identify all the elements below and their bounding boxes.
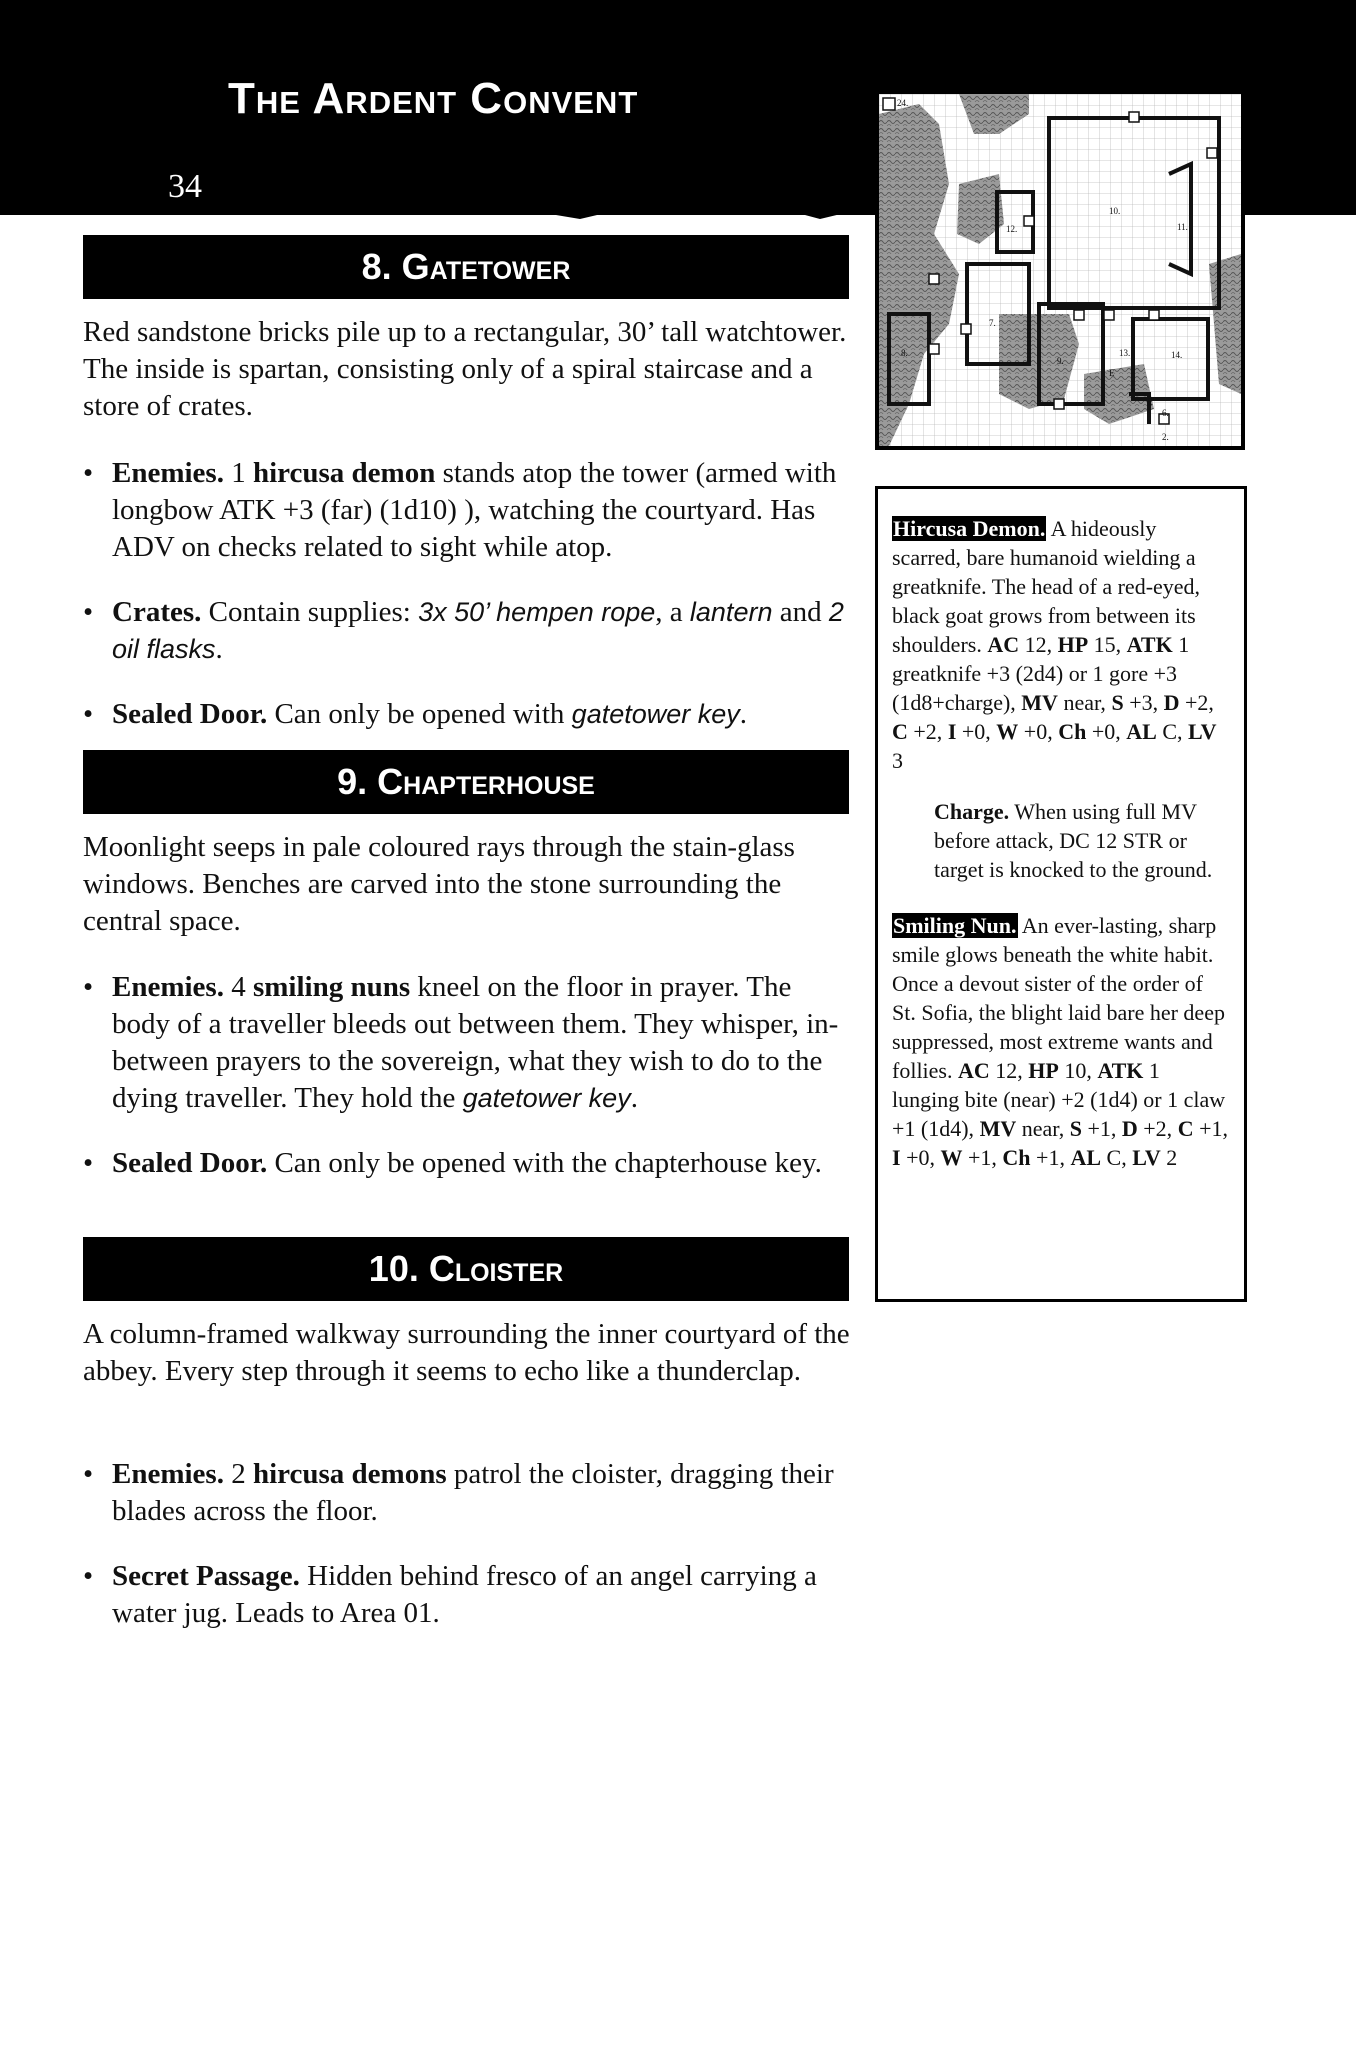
cloister-enemies-bullet: • Enemies. 2 hircusa demons patrol the cloister, dragging their blades across the floor.: [83, 1458, 834, 1527]
section-heading-gatetower: 8. Gatetower: [83, 235, 849, 299]
svg-text:24.: 24.: [897, 98, 909, 108]
svg-text:E: E: [1109, 368, 1115, 378]
chapterhouse-enemies-bullet: • Enemies. 4 smiling nuns kneel on the floor in prayer. The body of a traveller bleeds out between them. They whisper, in-between prayers to the sovereign, what they wish to do to the dying traveller. They hold the gatetower key.: [83, 971, 839, 1114]
svg-text:14.: 14.: [1171, 350, 1183, 360]
svg-text:10.: 10.: [1109, 206, 1121, 216]
svg-text:11.: 11.: [1177, 222, 1188, 232]
section-heading-cloister: 10. Cloister: [83, 1237, 849, 1301]
statblock-panel: [875, 486, 1247, 1302]
hircusa-demon-name: Hircusa Demon.: [893, 516, 1046, 541]
charge-ability: Charge. When using full MV before attack, DC 12 STR or target is knocked to the ground.: [934, 799, 1213, 882]
convent-map: [875, 90, 1245, 450]
chapterhouse-sealed-door-bullet: • Sealed Door. Can only be opened with the chapterhouse key.: [83, 1147, 822, 1179]
svg-text:8.: 8.: [901, 348, 908, 358]
svg-text:9.: 9.: [1057, 356, 1064, 366]
document-title: The Ardent Convent: [228, 74, 639, 123]
svg-text:2.: 2.: [1162, 432, 1169, 442]
hircusa-demon-statblock: Hircusa Demon. A hideously scarred, bare humanoid wielding a greatknife. The head of a red-eyed, black goat grows from between its shoulders. AC 12, HP 15, ATK 1 greatknife +3 (2d4) or 1 gore +3 (1d8+charge), MV near, S +3, D +2, C +2, I +0, W +0, Ch +0, AL C, LV 3: [892, 516, 1217, 773]
gatetower-intro: Red sandstone bricks pile up to a rectangular, 30’ tall watchtower. The inside is spartan, consisting only of a spiral staircase and a store of crates.: [83, 316, 847, 422]
gatetower-sealed-door-bullet: • Sealed Door. Can only be opened with gatetower key.: [83, 698, 748, 730]
smiling-nun-statblock: Smiling Nun. An ever-lasting, sharp smile glows beneath the white habit. Once a devout sister of the order of St. Sofia, the blight laid bare her deep suppressed, most extreme wants and follies. AC 12, HP 10, ATK 1 lunging bite (near) +2 (1d4) or 1 claw +1 (1d4), MV near, S +1, D +2, C +1, I +0, W +1, Ch +1, AL C, LV 2: [892, 913, 1228, 1170]
svg-text:6.: 6.: [1162, 408, 1169, 418]
cloister-secret-passage-bullet: • Secret Passage. Hidden behind fresco of an angel carrying a water jug. Leads to Area 01.: [83, 1560, 817, 1629]
section-heading-chapterhouse: 9. Chapterhouse: [83, 750, 849, 814]
gatetower-crates-bullet: • Crates. Contain supplies: 3x 50’ hempen rope, a lantern and 2 oil flasks.: [83, 596, 844, 665]
svg-text:E: E: [1147, 397, 1153, 407]
smiling-nun-name: Smiling Nun.: [893, 913, 1017, 938]
svg-text:13.: 13.: [1119, 348, 1131, 358]
chapterhouse-intro: Moonlight seeps in pale coloured rays through the stain-glass windows. Benches are carved into the stone surrounding the central space.: [83, 831, 795, 937]
page-number: 34: [168, 168, 202, 205]
svg-text:12.: 12.: [1006, 224, 1018, 234]
svg-text:7.: 7.: [989, 318, 996, 328]
gatetower-enemies-bullet: • Enemies. 1 hircusa demon stands atop the tower (armed with longbow ATK +3 (far) (1d10) ), watching the courtyard. Has ADV on checks related to sight while atop.: [83, 457, 837, 563]
cloister-intro: A column-framed walkway surrounding the inner courtyard of the abbey. Every step through it seems to echo like a thunderclap.: [83, 1318, 850, 1387]
map-drawing: [879, 94, 1241, 446]
